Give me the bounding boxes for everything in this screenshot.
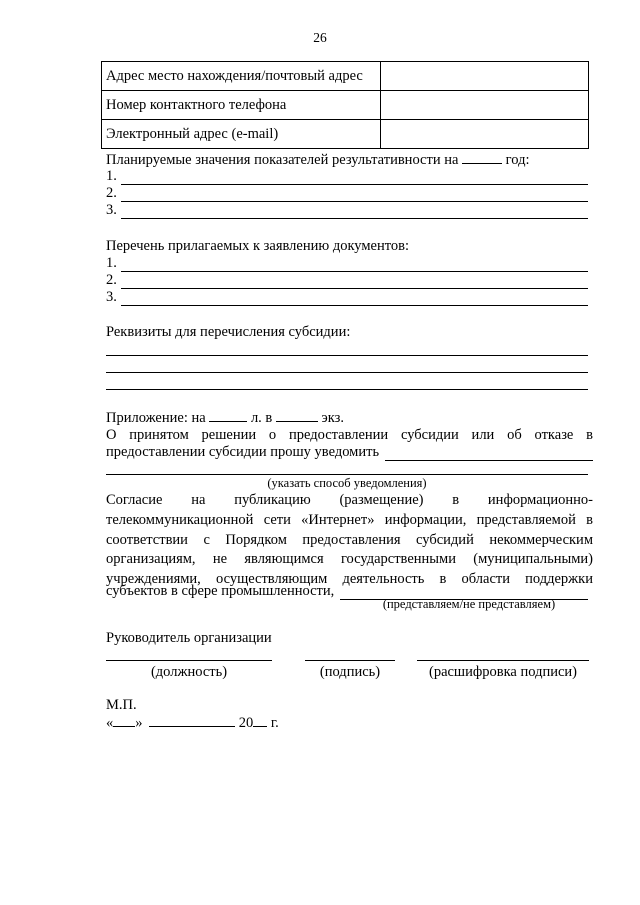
indicators-heading: Планируемые значения показателей результативности на год:: [106, 152, 530, 168]
pages-blank[interactable]: [209, 409, 247, 422]
phone-label: Номер контактного телефона: [102, 91, 381, 120]
table-row: [102, 62, 589, 91]
requisites-line-2[interactable]: [106, 372, 588, 373]
notification-line-1: О принятом решении о предоставлении субсидии или об отказе в: [106, 427, 593, 443]
position-line[interactable]: [106, 660, 272, 661]
decoding-line[interactable]: [417, 660, 589, 661]
day-blank[interactable]: [113, 714, 135, 727]
phone-value[interactable]: [381, 91, 589, 120]
consent-line-2: телекоммуникационной сети «Интернет» информации, представляемой в: [106, 512, 593, 528]
table-row: [102, 91, 589, 120]
requisites-line-3[interactable]: [106, 389, 588, 390]
signature-line[interactable]: [305, 660, 395, 661]
consent-line-6: субъектов в сфере промышленности,: [106, 583, 588, 600]
month-blank[interactable]: [149, 714, 235, 727]
documents-heading: Перечень прилагаемых к заявлению документов:: [106, 238, 409, 254]
appendix-line: Приложение: на л. в экз.: [106, 410, 344, 426]
page-number: 26: [313, 30, 327, 45]
address-value[interactable]: [381, 62, 589, 91]
indicator-line-3[interactable]: 3.: [106, 202, 588, 219]
position-caption: (должность): [150, 664, 228, 680]
notification-method-line[interactable]: [106, 474, 588, 475]
notification-caption: (указать способ уведомления): [267, 476, 427, 490]
document-line-2[interactable]: 2.: [106, 272, 588, 289]
table-row: [102, 120, 589, 149]
notification-method-blank[interactable]: [385, 448, 593, 461]
decoding-caption: (расшифровка подписи): [428, 664, 578, 680]
email-value[interactable]: [381, 120, 589, 149]
notification-line-2: предоставлении субсидии прошу уведомить: [106, 444, 593, 461]
consent-line-5: учреждениями, осуществляющим деятельность в области поддержки: [106, 571, 593, 587]
applicant-contact-table: [101, 61, 589, 149]
copies-blank[interactable]: [276, 409, 318, 422]
address-label: Адрес место нахождения/почтовый адрес: [102, 62, 381, 91]
indicator-line-1[interactable]: 1.: [106, 168, 588, 185]
consent-caption: (представляем/не представляем): [382, 597, 556, 611]
requisites-line-1[interactable]: [106, 355, 588, 356]
indicator-line-2[interactable]: 2.: [106, 185, 588, 202]
stamp-mark: М.П.: [106, 697, 137, 713]
document-line-1[interactable]: 1.: [106, 255, 588, 272]
year-blank[interactable]: [462, 151, 502, 164]
year-digits-blank[interactable]: [253, 714, 267, 727]
signature-caption: (подпись): [319, 664, 381, 680]
email-label: Электронный адрес (e-mail): [102, 120, 381, 149]
date-line: « » 20 г.: [106, 715, 279, 731]
consent-line-3: соответствии с Порядком предоставления субсидий некоммерческим: [106, 532, 593, 548]
signature-heading: Руководитель организации: [106, 630, 272, 646]
consent-line-4: организациям, не являющимся государственными (муниципальными): [106, 551, 593, 567]
requisites-heading: Реквизиты для перечисления субсидии:: [106, 324, 351, 340]
document-line-3[interactable]: 3.: [106, 289, 588, 306]
consent-line-1: Согласие на публикацию (размещение) в информационно-: [106, 492, 593, 508]
